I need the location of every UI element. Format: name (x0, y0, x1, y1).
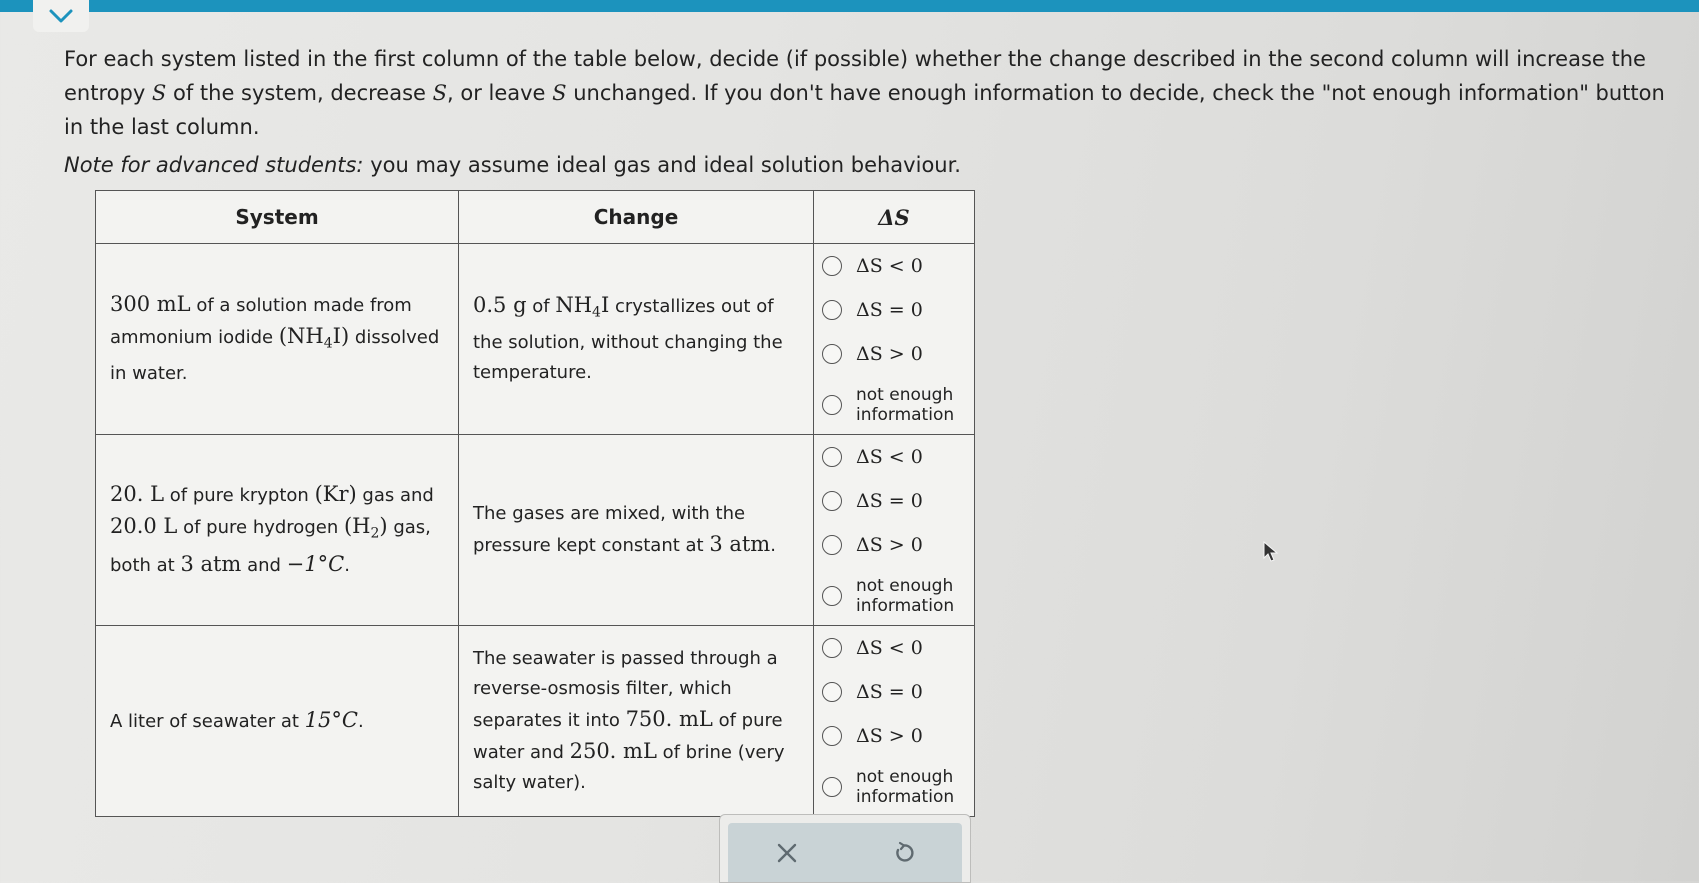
change-cell: The seawater is passed through a reverse-osmosis filter, which separates it into 750. mL of pure water and 250. mL of brine (very salty water). (459, 626, 814, 817)
collapse-button[interactable] (33, 0, 89, 32)
change-cell: 0.5 g of $NH_4I$ crystallizes out of the solution, without changing the temperature. (459, 244, 814, 435)
option-ds-negative[interactable]: ΔS < 0 (822, 435, 966, 479)
option-not-enough-info[interactable]: not enough information (822, 376, 966, 434)
table-row (96, 435, 975, 626)
action-footer (719, 814, 971, 883)
action-buttons (728, 823, 962, 882)
answer-options (814, 626, 975, 817)
system-cell: 300 mL of a solution made from ammonium iodide $(NH_4I)$ dissolved in water. (96, 244, 459, 435)
header-row (96, 191, 975, 244)
radio-button[interactable] (822, 638, 842, 658)
advanced-note: Note for advanced students: you may assume ideal gas and ideal solution behaviour. (64, 153, 961, 177)
header-change: Change (459, 191, 814, 244)
radio-button[interactable] (822, 535, 842, 555)
option-ds-zero[interactable]: ΔS = 0 (822, 670, 966, 714)
option-not-enough-info[interactable]: not enough information (822, 567, 966, 625)
entropy-table (95, 190, 975, 817)
option-not-enough-info[interactable]: not enough information (822, 758, 966, 816)
table-row (96, 626, 975, 817)
header-system: System (96, 191, 459, 244)
radio-button[interactable] (822, 682, 842, 702)
option-ds-positive[interactable]: ΔS > 0 (822, 714, 966, 758)
change-cell: The gases are mixed, with the pressure kept constant at 3 atm. (459, 435, 814, 626)
radio-button[interactable] (822, 344, 842, 364)
radio-button[interactable] (822, 491, 842, 511)
radio-button[interactable] (822, 447, 842, 467)
undo-button[interactable] (884, 833, 924, 873)
close-icon (776, 842, 798, 864)
option-ds-negative[interactable]: ΔS < 0 (822, 244, 966, 288)
option-ds-zero[interactable]: ΔS = 0 (822, 479, 966, 523)
radio-button[interactable] (822, 256, 842, 276)
option-ds-positive[interactable]: ΔS > 0 (822, 332, 966, 376)
clear-button[interactable] (767, 833, 807, 873)
answer-options (814, 435, 975, 626)
mouse-cursor-icon (1263, 541, 1279, 563)
option-ds-zero[interactable]: ΔS = 0 (822, 288, 966, 332)
instruction-text: For each system listed in the first column of the table below, decide (if possible) whether the change described in the second column will increase the entropy S of the system, decrease S, or leave S unchanged. If you don't have enough information to decide, check the "not enough information" button in the last column. (64, 47, 1665, 139)
radio-button[interactable] (822, 726, 842, 746)
answer-options (814, 244, 975, 435)
radio-button[interactable] (822, 300, 842, 320)
system-cell: 20. L of pure krypton (Kr) gas and 20.0 L of pure hydrogen $(H_2)$ gas, both at 3 atm and −1°C. (96, 435, 459, 626)
option-ds-positive[interactable]: ΔS > 0 (822, 523, 966, 567)
header-delta-s: ΔS (814, 191, 975, 244)
option-ds-negative[interactable]: ΔS < 0 (822, 626, 966, 670)
radio-button[interactable] (822, 586, 842, 606)
radio-button[interactable] (822, 395, 842, 415)
system-cell: A liter of seawater at 15°C. (96, 626, 459, 817)
radio-button[interactable] (822, 777, 842, 797)
top-accent-bar (0, 0, 1699, 12)
undo-icon (892, 841, 916, 865)
chevron-down-icon (48, 8, 74, 24)
instructions (64, 42, 1674, 182)
table-row (96, 244, 975, 435)
